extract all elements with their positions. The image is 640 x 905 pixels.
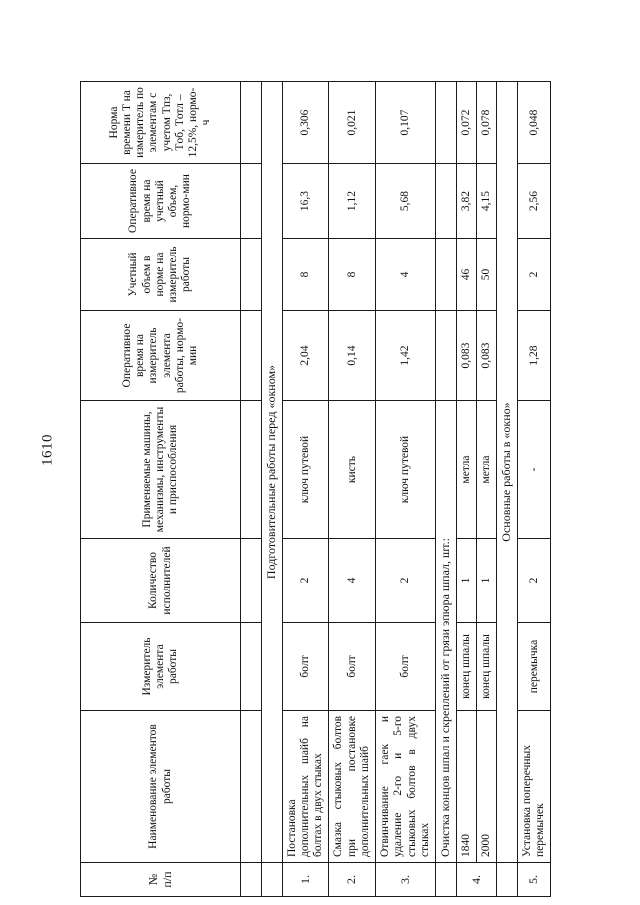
section-row-cleaning [435,82,456,897]
row-workers: 2 [282,539,329,623]
row-op-time: 0,083 [477,311,497,401]
row-norm-time: 0,107 [376,82,436,164]
table-header-row [81,82,241,897]
row-volume: 8 [329,239,376,311]
row-op-time-total: 4,15 [477,164,497,239]
row-name: Постановка дополнительных шайб на болтах в двух стыках [282,711,329,863]
page-number: 1610 [39,434,56,466]
header-tools: Применяемые машины, механизмы, инструменты и приспособления [81,401,241,539]
row-name: Смазка стыковых болтов при постановке дополнительных шайб [329,711,376,863]
row-name: Отвинчивание гаек и удаление 2-го и 5-го стыковых болтов в двух стыках [376,711,436,863]
table-row [477,82,497,897]
table-row [518,82,551,897]
row-op-time: 0,14 [329,311,376,401]
table-row [376,82,436,897]
row-number: 4. [456,863,496,897]
row-tools: ключ путевой [376,401,436,539]
table-row [282,82,329,897]
row-number: 1. [282,863,329,897]
section-row-main [497,82,518,897]
row-meter: болт [329,623,376,711]
row-workers: 2 [518,539,551,623]
header-no: № п/п [81,863,241,897]
row-meter: конец шпалы [456,623,476,711]
header-op-time: Оперативное время на измеритель элемента работы, нормо-мин [81,311,241,401]
row-op-time: 1,42 [376,311,436,401]
header-name: Наименование элементов работы [81,711,241,863]
row-op-time-total: 3,82 [456,164,476,239]
header-op-time-total: Оперативное время на учетный объем, нормо-мин [81,164,241,239]
header-workers: Количество исполнителей [81,539,241,623]
spacer-row [241,82,262,897]
row-workers: 1 [456,539,476,623]
row-workers: 4 [329,539,376,623]
row-norm-time: 0,048 [518,82,551,164]
section-row-prep [262,82,283,897]
table-rotated-wrapper [80,82,550,897]
row-number: 3. [376,863,436,897]
row-op-time: 2,04 [282,311,329,401]
row-norm-time: 0,072 [456,82,476,164]
row-tools: - [518,401,551,539]
row-op-time-total: 5,68 [376,164,436,239]
row-workers: 2 [376,539,436,623]
row-op-time-total: 2,56 [518,164,551,239]
table-row [329,82,376,897]
table-row [456,82,476,897]
row-name: 2000 [477,711,497,863]
row-op-time: 1,28 [518,311,551,401]
row-norm-time: 0,021 [329,82,376,164]
section-title-prep: Подготовительные работы перед «окном» [262,82,283,863]
row-tools: метла [456,401,476,539]
header-meter: Измеритель элемента работы [81,623,241,711]
row-volume: 50 [477,239,497,311]
row-op-time-total: 16,3 [282,164,329,239]
section-title-cleaning: Очистка концов шпал и скреплений от грязи эпюра шпал, шт.: [435,401,456,863]
header-volume: Учетный объем в норме на измеритель работы [81,239,241,311]
row-meter: конец шпалы [477,623,497,711]
row-meter: перемычка [518,623,551,711]
row-op-time: 0,083 [456,311,476,401]
norm-table [80,81,551,897]
row-volume: 46 [456,239,476,311]
row-meter: болт [282,623,329,711]
row-name: 1840 [456,711,476,863]
row-number: 5. [518,863,551,897]
row-name: Установка поперечных перемычек [518,711,551,863]
row-tools: кисть [329,401,376,539]
row-tools: ключ путевой [282,401,329,539]
row-workers: 1 [477,539,497,623]
header-norm-time: Норма времени T на измеритель по элементам с учетом Tпз, Tоб, Tотл – 12,5%, нормо-ч [81,82,241,164]
row-op-time-total: 1,12 [329,164,376,239]
row-volume: 4 [376,239,436,311]
row-number: 2. [329,863,376,897]
section-title-main: Основные работы в «окно» [497,82,518,863]
row-tools: метла [477,401,497,539]
row-meter: болт [376,623,436,711]
row-norm-time: 0,078 [477,82,497,164]
row-volume: 8 [282,239,329,311]
row-norm-time: 0,306 [282,82,329,164]
row-volume: 2 [518,239,551,311]
